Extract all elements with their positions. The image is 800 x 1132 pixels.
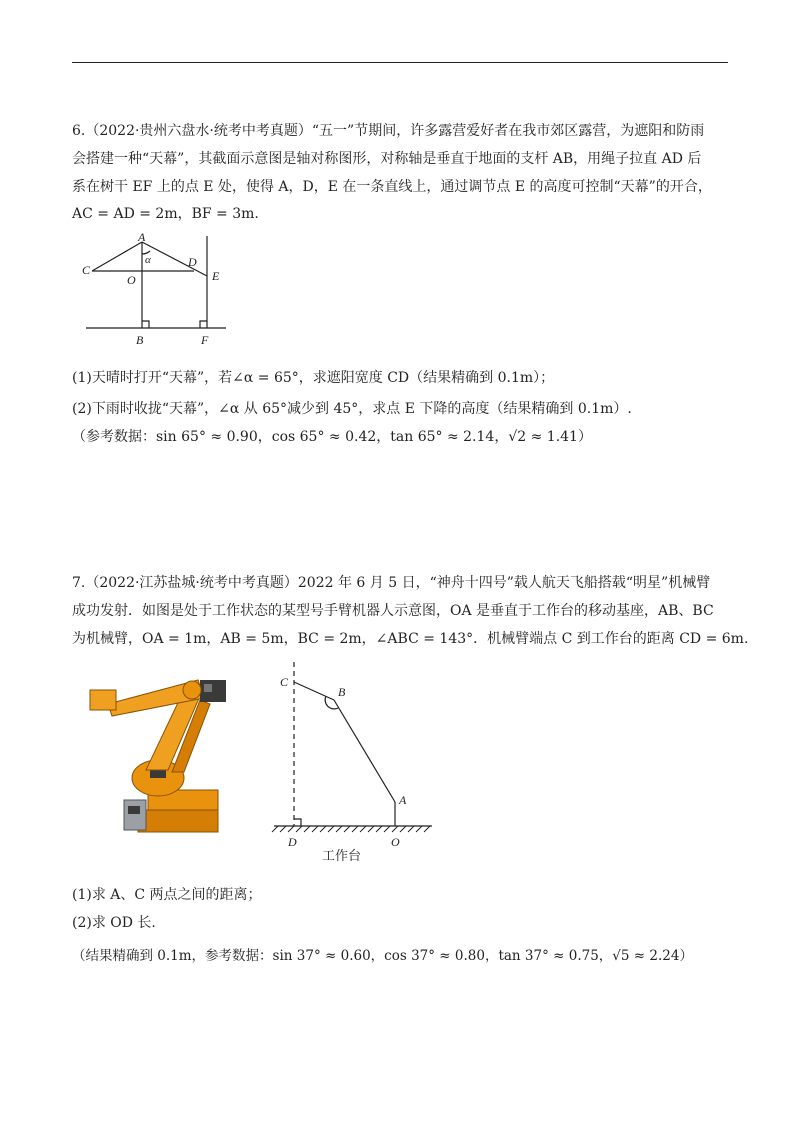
q7-line-3: 为机械臂，OA = 1m，AB = 5m，BC = 2m，∠ABC = 143°．机械臂端点 C 到工作台的距离 CD = 6m. bbox=[72, 631, 749, 647]
label-o: O bbox=[127, 273, 136, 287]
label-c: C bbox=[280, 675, 289, 689]
work-table-hatch bbox=[272, 826, 430, 832]
label-c: C bbox=[82, 263, 91, 277]
q7-line-2: 成功发射．如图是处于工作状态的某型号手臂机器人示意图，OA 是垂直于工作台的移动基座，AB、BC bbox=[72, 603, 714, 619]
q6-line-2: 会搭建一种“天幕”，其截面示意图是轴对称图形，对称轴是垂直于地面的支杆 AB，用绳子拉直 AD 后 bbox=[72, 151, 702, 167]
robot-motor-detail bbox=[128, 806, 140, 814]
q6-tent-figure bbox=[80, 232, 230, 347]
label-d: D bbox=[288, 835, 297, 849]
right-angle-b bbox=[142, 321, 149, 328]
q6-reference: （参考数据：sin 65° ≈ 0.90，cos 65° ≈ 0.42，tan 65° ≈ 2.14，√2 ≈ 1.41） bbox=[72, 429, 592, 445]
robot-arm-illustration bbox=[88, 660, 238, 845]
robot-wrist bbox=[90, 690, 116, 710]
q7-sub-1: (1)求 A、C 两点之间的距离； bbox=[72, 887, 262, 903]
robot-motor-box bbox=[124, 800, 146, 830]
label-a: A bbox=[399, 793, 407, 807]
label-o: O bbox=[391, 835, 400, 849]
line-ba bbox=[334, 700, 395, 802]
q6-line-4: AC = AD = 2m，BF = 3m. bbox=[72, 206, 259, 222]
robot-base-plate bbox=[138, 810, 218, 832]
line-ac bbox=[92, 242, 142, 271]
q6-line-1: 6.（2022·贵州六盘水·统考中考真题）“五一”节期间，许多露营爱好者在我市郊区露营，为遮阳和防雨 bbox=[72, 123, 705, 139]
q6-line-3: 系在树干 EF 上的点 E 处，使得 A，D，E 在一条直线上，通过调节点 E 的高度可控制“天幕”的开合， bbox=[72, 179, 712, 195]
label-f: F bbox=[201, 333, 209, 347]
right-angle-d bbox=[294, 819, 301, 826]
label-a: A bbox=[138, 232, 146, 244]
label-b: B bbox=[338, 685, 346, 699]
q6-sub-2: (2)下雨时收拢“天幕”，∠α 从 65°减少到 45°，求点 E 下降的高度（结果精确到 0.1m）. bbox=[72, 401, 632, 417]
q7-reference: （结果精确到 0.1m，参考数据：sin 37° ≈ 0.60，cos 37° ≈ 0.80，tan 37° ≈ 0.75，√5 ≈ 2.24） bbox=[72, 948, 693, 964]
label-alpha: α bbox=[145, 254, 151, 266]
robot-elbow-motor bbox=[200, 680, 226, 702]
label-b: B bbox=[136, 333, 144, 347]
q7-line-1: 7.（2022·江苏盐城·统考中考真题）2022 年 6 月 5 日，“神舟十四号”载人航天飞船搭载“明星”机械臂 bbox=[72, 575, 711, 591]
work-table-caption: 工作台 bbox=[322, 848, 362, 863]
label-d: D bbox=[188, 255, 197, 269]
q7-arm-figure bbox=[270, 660, 440, 865]
right-angle-f bbox=[200, 321, 207, 328]
q6-sub-1: (1)天晴时打开“天幕”，若∠α = 65°，求遮阳宽度 CD（结果精确到 0.1m）； bbox=[72, 370, 555, 386]
label-e: E bbox=[212, 269, 220, 283]
line-cb bbox=[294, 682, 334, 700]
robot-elbow-joint bbox=[183, 681, 201, 699]
q7-sub-2: (2)求 OD 长. bbox=[72, 915, 156, 931]
robot-elbow-detail bbox=[204, 684, 212, 692]
header-rule bbox=[72, 62, 728, 63]
